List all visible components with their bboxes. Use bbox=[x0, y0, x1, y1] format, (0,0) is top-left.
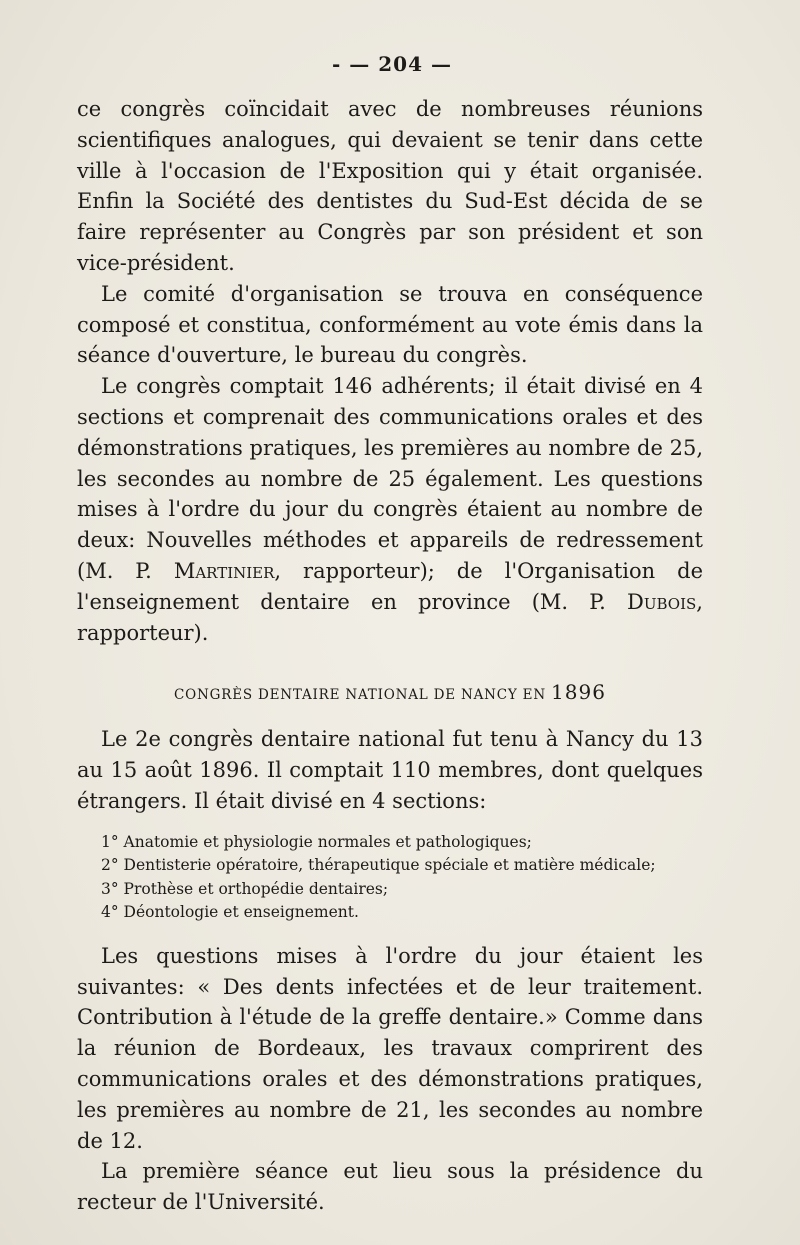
paragraph-1: ce congrès coïncidait avec de nombreuses réunions scientifiques analogues, qui devaient se tenir dans cette ville à l'occasion de l'Exposition qui y était organisée. Enfin la Société des dentistes du Sud-Est décida de se faire représenter au Congrès par son président et son vice-président. bbox=[77, 97, 703, 275]
list-item: 1° Anatomie et physiologie normales et pathologiques; bbox=[101, 832, 532, 851]
section-heading bbox=[77, 680, 703, 704]
author-name-martinier: Martinier bbox=[173, 558, 275, 583]
section-heading-text: CONGRÈS DENTAIRE NATIONAL DE NANCY EN bbox=[174, 687, 546, 704]
paragraph-3-text: Le congrès comptait 146 adhérents; il était divisé en 4 sections et comprenait des communications orales et des démonstrations pratiques, les premières au nombre de 25, les secondes au nombre de 25 également. Les questions mises à l'ordre du jour du congrès étaient au nombre de deux: Nouvelles méthodes et appareils de redressement (M. P. bbox=[77, 374, 703, 583]
author-name-dubois: Dubois bbox=[627, 589, 697, 614]
paragraph-5: Les questions mises à l'ordre du jour étaient les suivantes: « Des dents infectées et de leur traitement. Contribution à l'étude de la greffe dentaire.» Comme dans la réunion de Bordeaux, les travaux comprirent des communications orales et des démonstrations pratiques, les premières au nombre de 21, les secondes au nombre de 12. bbox=[77, 943, 703, 1153]
paragraph-4: Le 2e congrès dentaire national fut tenu à Nancy du 13 au 15 août 1896. Il comptait 110 membres, dont quelques étrangers. Il était divisé en 4 sections: bbox=[77, 727, 703, 813]
list-item: 3° Prothèse et orthopédie dentaires; bbox=[101, 879, 389, 898]
paragraph-3-end: , rapporteur). bbox=[77, 589, 703, 645]
paragraph-3-mid: , rapporteur); de l'Organisation de l'enseignement dentaire en province (M. P. bbox=[77, 558, 703, 614]
page-number: - — 204 — bbox=[332, 52, 452, 76]
list-item: 2° Dentisterie opératoire, thérapeutique spéciale et matière médicale; bbox=[101, 856, 656, 875]
list-item: 4° Déontologie et enseignement. bbox=[101, 903, 359, 922]
sections-list bbox=[101, 831, 703, 925]
paragraph-6: La première séance eut lieu sous la présidence du recteur de l'Université. bbox=[77, 1159, 703, 1215]
paragraph-2: Le comité d'organisation se trouva en conséquence composé et constitua, conformément au vote émis dans la séance d'ouverture, le bureau du congrès. bbox=[77, 281, 703, 368]
section-heading-year: 1896 bbox=[551, 680, 606, 705]
paragraph-3 bbox=[77, 371, 703, 648]
